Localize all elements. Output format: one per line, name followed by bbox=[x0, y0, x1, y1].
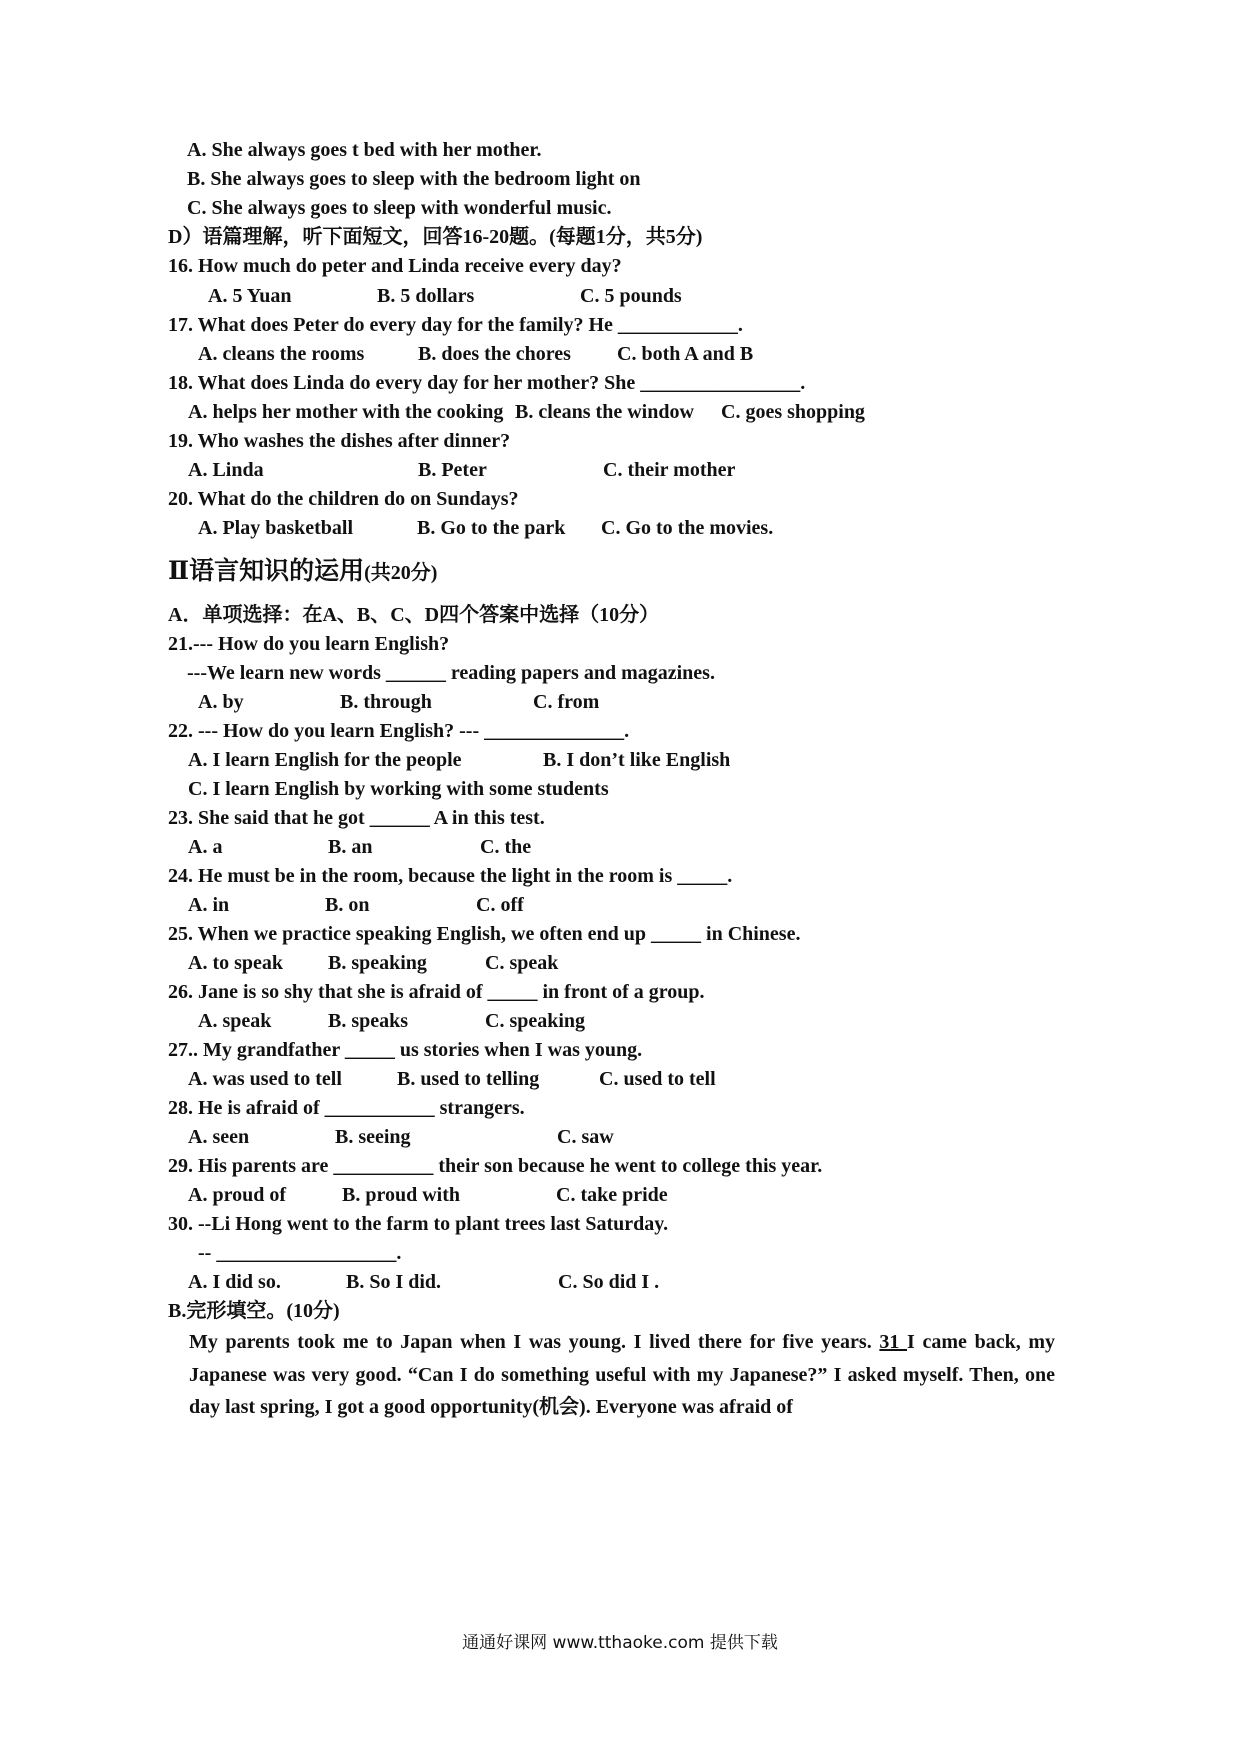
prev-option-c: C. She always goes to sleep with wonderful music. bbox=[187, 197, 612, 219]
question-25: 25. When we practice speaking English, we often end up _____ in Chinese. bbox=[168, 923, 801, 945]
q16-option-b: B. 5 dollars bbox=[377, 285, 475, 307]
q29-option-c: C. take pride bbox=[556, 1184, 668, 1206]
q20-option-b: B. Go to the park bbox=[417, 517, 566, 539]
q30-option-a: A. I did so. bbox=[188, 1271, 281, 1293]
question-28: 28. He is afraid of ___________ strangers. bbox=[168, 1097, 525, 1119]
q18-option-b: B. cleans the window bbox=[515, 401, 694, 423]
section-d-heading: D）语篇理解，听下面短文，回答16-20题。(每题1分，共5分) bbox=[168, 226, 703, 248]
q30-option-c: C. So did I . bbox=[558, 1271, 660, 1293]
question-21-line2: ---We learn new words ______ reading papers and magazines. bbox=[187, 662, 715, 684]
q26-option-b: B. speaks bbox=[328, 1010, 409, 1032]
q25-option-a: A. to speak bbox=[188, 952, 284, 974]
q16-option-c: C. 5 pounds bbox=[580, 285, 682, 307]
q28-option-b: B. seeing bbox=[335, 1126, 411, 1148]
question-18: 18. What does Linda do every day for her mother? She ________________. bbox=[168, 372, 806, 394]
q25-option-c: C. speak bbox=[485, 952, 559, 974]
section-b-heading: B.完形填空。(10分) bbox=[168, 1300, 340, 1322]
q24-option-b: B. on bbox=[325, 894, 370, 916]
q21-option-a: A. by bbox=[198, 691, 244, 713]
question-20: 20. What do the children do on Sundays? bbox=[168, 488, 519, 510]
q20-option-a: A. Play basketball bbox=[198, 517, 354, 539]
passage-text-1: My parents took me to Japan when I was young. I lived there for five years. bbox=[189, 1331, 880, 1353]
q23-option-b: B. an bbox=[328, 836, 373, 858]
blank-31: 31 bbox=[879, 1331, 908, 1353]
question-30: 30. --Li Hong went to the farm to plant trees last Saturday. bbox=[168, 1213, 669, 1235]
q22-option-c: C. I learn English by working with some students bbox=[188, 778, 609, 800]
prev-option-a: A. She always goes t bed with her mother. bbox=[187, 139, 542, 161]
question-17: 17. What does Peter do every day for the family? He ____________. bbox=[168, 314, 743, 336]
q29-option-b: B. proud with bbox=[342, 1184, 461, 1206]
q22-option-a: A. I learn English for the people bbox=[188, 749, 462, 771]
q19-option-a: A. Linda bbox=[188, 459, 264, 481]
q26-option-c: C. speaking bbox=[485, 1010, 586, 1032]
q27-option-a: A. was used to tell bbox=[188, 1068, 342, 1090]
q20-option-c: C. Go to the movies. bbox=[601, 517, 774, 539]
q23-option-c: C. the bbox=[480, 836, 532, 858]
q27-option-c: C. used to tell bbox=[599, 1068, 716, 1090]
q18-option-c: C. goes shopping bbox=[721, 401, 865, 423]
question-23: 23. She said that he got ______ A in this test. bbox=[168, 807, 545, 829]
question-19: 19. Who washes the dishes after dinner? bbox=[168, 430, 511, 452]
cloze-passage bbox=[189, 1326, 1055, 1424]
q24-option-c: C. off bbox=[476, 894, 524, 916]
page-footer: 通通好课网 www.tthaoke.com 提供下载 bbox=[462, 1633, 778, 1653]
question-22: 22. --- How do you learn English? --- ______________. bbox=[168, 720, 630, 742]
question-27: 27.. My grandfather _____ us stories when I was young. bbox=[168, 1039, 643, 1061]
question-21: 21.--- How do you learn English? bbox=[168, 633, 450, 655]
question-16: 16. How much do peter and Linda receive every day? bbox=[168, 255, 622, 277]
q27-option-b: B. used to telling bbox=[397, 1068, 540, 1090]
q21-option-b: B. through bbox=[340, 691, 432, 713]
q24-option-a: A. in bbox=[188, 894, 230, 916]
q17-option-c: C. both A and B bbox=[617, 343, 754, 365]
passage-text-2: I came back, my Japanese was very good. “Can I do something useful with my Japanese?” I asked myself. Then, one day last spring, I got a good opportunity(机会). Everyone was afraid of bbox=[189, 1331, 1056, 1418]
q19-option-b: B. Peter bbox=[418, 459, 487, 481]
part2-score: (共20分) bbox=[364, 562, 438, 584]
question-26: 26. Jane is so shy that she is afraid of _____ in front of a group. bbox=[168, 981, 705, 1003]
q17-option-a: A. cleans the rooms bbox=[198, 343, 365, 365]
section-a-heading: A．单项选择：在A、B、C、D四个答案中选择（10分） bbox=[168, 604, 660, 626]
question-30-line2: -- __________________. bbox=[198, 1242, 402, 1264]
q30-option-b: B. So I did. bbox=[346, 1271, 442, 1293]
q18-option-a: A. helps her mother with the cooking bbox=[188, 401, 504, 423]
prev-option-b: B. She always goes to sleep with the bedroom light on bbox=[187, 168, 641, 190]
q23-option-a: A. a bbox=[188, 836, 223, 858]
part2-heading bbox=[168, 556, 437, 589]
q25-option-b: B. speaking bbox=[328, 952, 427, 974]
question-29: 29. His parents are __________ their son because he went to college this year. bbox=[168, 1155, 823, 1177]
part2-title: Ⅱ语言知识的运用 bbox=[168, 558, 365, 585]
q17-option-b: B. does the chores bbox=[418, 343, 571, 365]
q28-option-c: C. saw bbox=[557, 1126, 614, 1148]
q29-option-a: A. proud of bbox=[188, 1184, 286, 1206]
q21-option-c: C. from bbox=[533, 691, 600, 713]
question-24: 24. He must be in the room, because the light in the room is _____. bbox=[168, 865, 733, 887]
q16-option-a: A. 5 Yuan bbox=[208, 285, 292, 307]
q28-option-a: A. seen bbox=[188, 1126, 250, 1148]
q19-option-c: C. their mother bbox=[603, 459, 736, 481]
q26-option-a: A. speak bbox=[198, 1010, 272, 1032]
q22-option-b: B. I don’t like English bbox=[543, 749, 731, 771]
